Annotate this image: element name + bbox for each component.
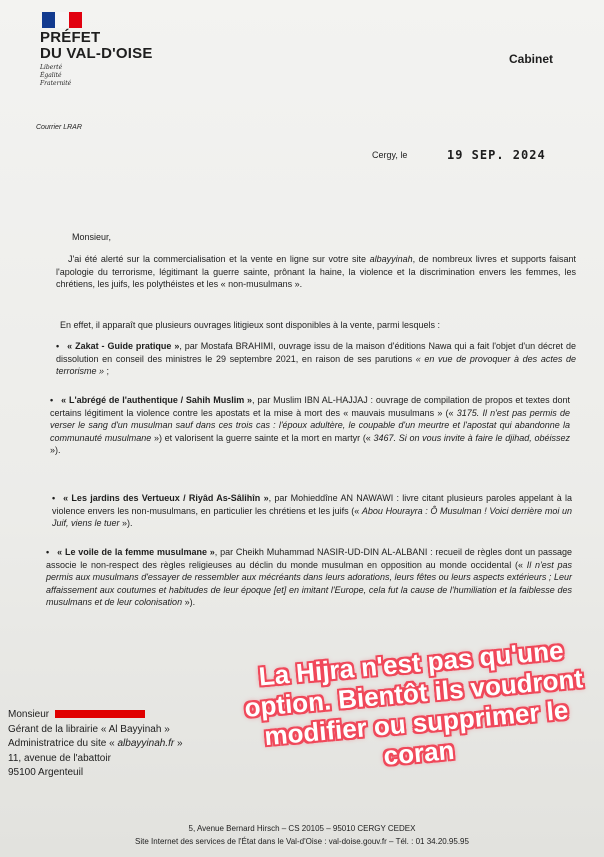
date-stamp: 19 SEP. 2024 — [447, 148, 546, 162]
book-quote: 3175. Il n'est pas permis de verser le sang d'un musulman sauf dans ces trois cas : l'époux adultère, le coupable d'un meurtre et l'apostat qui abandonne la communauté musulmane — [50, 407, 570, 443]
book-title: « Les jardins des Vertueux / Riyâd As-Sâlihîn » — [63, 493, 269, 503]
book-description-2: ») et valorisent la guerre sainte et la mort en martyr (« — [151, 432, 374, 443]
mail-reference: Courrier LRAR — [36, 124, 82, 131]
recipient-address — [8, 708, 183, 781]
recipient-role: Gérant de la librairie « Al Bayyinah » — [8, 723, 170, 735]
book-tail: »). — [182, 597, 196, 608]
paragraph-intro — [56, 253, 576, 291]
book-quote: « en vue de provoquer à des actes de terrorisme » — [56, 353, 576, 377]
footer — [0, 822, 604, 848]
prefecture-line1: PRÉFET — [40, 29, 101, 46]
prefecture-name — [40, 30, 153, 62]
department-label: Cabinet — [509, 52, 554, 66]
redaction-bar — [55, 710, 145, 718]
recipient-street: 11, avenue de l'abattoir — [8, 752, 111, 764]
book-title: « Le voile de la femme musulmane » — [57, 547, 215, 557]
list-item: • « L'abrégé de l'authentique / Sahih Muslim », par Muslim IBN AL-HAJJAJ : ouvrage de compilation de propos et textes dont certains légitiment la violence contre les apostats et la mise à mort des « mauvais musulmans » (« 3175. Il n'est pas permis de verser le sang d'un musulman sauf dans ces trois cas : l'époux adultère, le coupable d'un meurtre et l'apostat qui abandonne la communauté musulmane ») et valorisent la guerre sainte et la mort en martyr (« 3467. Si on vous invite à faire le djihad, obéissez »). — [50, 395, 570, 456]
book-title: « L'abrégé de l'authentique / Sahih Muslim » — [61, 395, 253, 405]
book-description: , par Mostafa BRAHIMI, ouvrage issu de la maison d'éditions Nawa qui a fait l'objet d'un décret de dissolution en conseil des ministres le 29 septembre 2021, en raison de ses parutions — [56, 341, 576, 364]
recipient-city: 95100 Argenteuil — [8, 767, 84, 778]
list-item: • « Zakat - Guide pratique », par Mostafa BRAHIMI, ouvrage issu de la maison d'éditions Nawa qui a fait l'objet d'un décret de dissolution en conseil des ministres le 29 septembre 2021, en raison de ses parutions « en vue de provoquer à des actes de terrorisme » ; — [56, 341, 576, 377]
book-description: , par Cheikh Muhammad NASIR-UD-DIN AL-ALBANI : recueil de règles dont un passage associe le non-respect des règles religieuses au déclin du monde musulman en opposition au monde occidental (« — [46, 547, 572, 570]
republic-motto — [40, 64, 71, 88]
marianne-flag-logo — [42, 12, 82, 28]
list-item: • « Les jardins des Vertueux / Riyâd As-Sâlihîn », par Mohieddîne AN NAWAWI : livre citant plusieurs paroles appelant à la violence envers les non-musulmans, en particulier les chrétiens et les juifs (« Abou Hourayra : Ô Musulman ! Voici derrière moi un Juif, viens le tuer »). — [52, 493, 573, 529]
salutation: Monsieur, — [72, 232, 112, 242]
motto-egalite: Égalité — [40, 72, 62, 79]
book-tail: »). — [50, 445, 61, 456]
para1-text-b: , de nombreux livres et supports faisant l'apologie du terrorisme, légitimant la guerre sainte, prônant la haine, la violence et la discrimination envers les femmes, les chrétiens, les juifs, les polythéistes et les « non-musulmans ». — [56, 254, 576, 289]
place-label: Cergy, le — [372, 150, 408, 160]
book-description: , par Mohieddîne AN NAWAWI : livre citant plusieurs paroles appelant à la violence envers les non-musulmans, en particulier les chrétiens et les juifs (« — [52, 493, 572, 516]
recipient-admin-a: Administratrice du site « — [8, 738, 118, 749]
book-tail: »). — [119, 518, 133, 529]
prefecture-line2: DU VAL-D'OISE — [40, 45, 153, 62]
para1-text-a: J'ai été alerté sur la commercialisation et la vente en ligne sur votre site — [68, 254, 370, 264]
book-quote: Abou Hourayra : Ô Musulman ! Voici derrière moi un Juif, viens le tuer — [52, 505, 573, 529]
book-tail: ; — [104, 366, 110, 377]
recipient-title: Monsieur — [8, 709, 50, 720]
motto-liberte: Liberté — [40, 64, 63, 71]
footer-website: Site Internet des services de l'État dans le Val-d'Oise : val-doise.gouv.fr – Tél. : 01 34.20.95.95 — [135, 837, 469, 846]
book-description: , par Muslim IBN AL-HAJJAJ : ouvrage de compilation de propos et textes dont certains légitiment la violence contre les apostats et la mise à mort des « mauvais musulmans » (« — [50, 395, 570, 418]
recipient-site: albayyinah.fr — [117, 738, 175, 749]
para1-site-name: albayyinah — [369, 254, 413, 264]
paragraph-list-intro: En effet, il apparaît que plusieurs ouvrages litigieux sont disponibles à la vente, parmi lesquels : — [60, 320, 441, 330]
recipient-admin-c: » — [174, 738, 183, 749]
footer-address: 5, Avenue Bernard Hirsch – CS 20105 – 95010 CERGY CEDEX — [188, 824, 416, 833]
caption-overlay: La Hijra n'est pas qu'une option. Bientôt ils voudront modifier ou supprimer le coran — [243, 634, 585, 771]
motto-fraternite: Fraternité — [40, 80, 72, 87]
book-quote-2: 3467. Si on vous invite à faire le djihad, obéissez — [373, 432, 570, 443]
book-title: « Zakat - Guide pratique » — [67, 341, 180, 351]
book-quote: Il n'est pas permis aux musulmans d'essayer de ressembler aux mécréants dans leurs adorations, leurs fêtes ou leurs aspects extérieurs ; Leur affaissement aux coutumes et habitudes de leur époque [et] en imitant l'Europe, cela fut la cause de l'humiliation et la faiblesse des musulmans et de leur colonisation — [46, 559, 572, 608]
list-item: • « Le voile de la femme musulmane », par Cheikh Muhammad NASIR-UD-DIN AL-ALBANI : recueil de règles dont un passage associe le non-respect des règles religieuses au déclin du monde musulman en opposition au monde occidental (« Il n'est pas permis aux musulmans d'essayer de ressembler aux mécréants dans leurs adorations, leurs fêtes ou leurs aspects extérieurs ; Leur affaissement aux coutumes et habitudes de leur époque [et] en imitant l'Europe, cela fut la cause de l'humiliation et la faiblesse des musulmans et de leur colonisation »). — [46, 547, 572, 608]
